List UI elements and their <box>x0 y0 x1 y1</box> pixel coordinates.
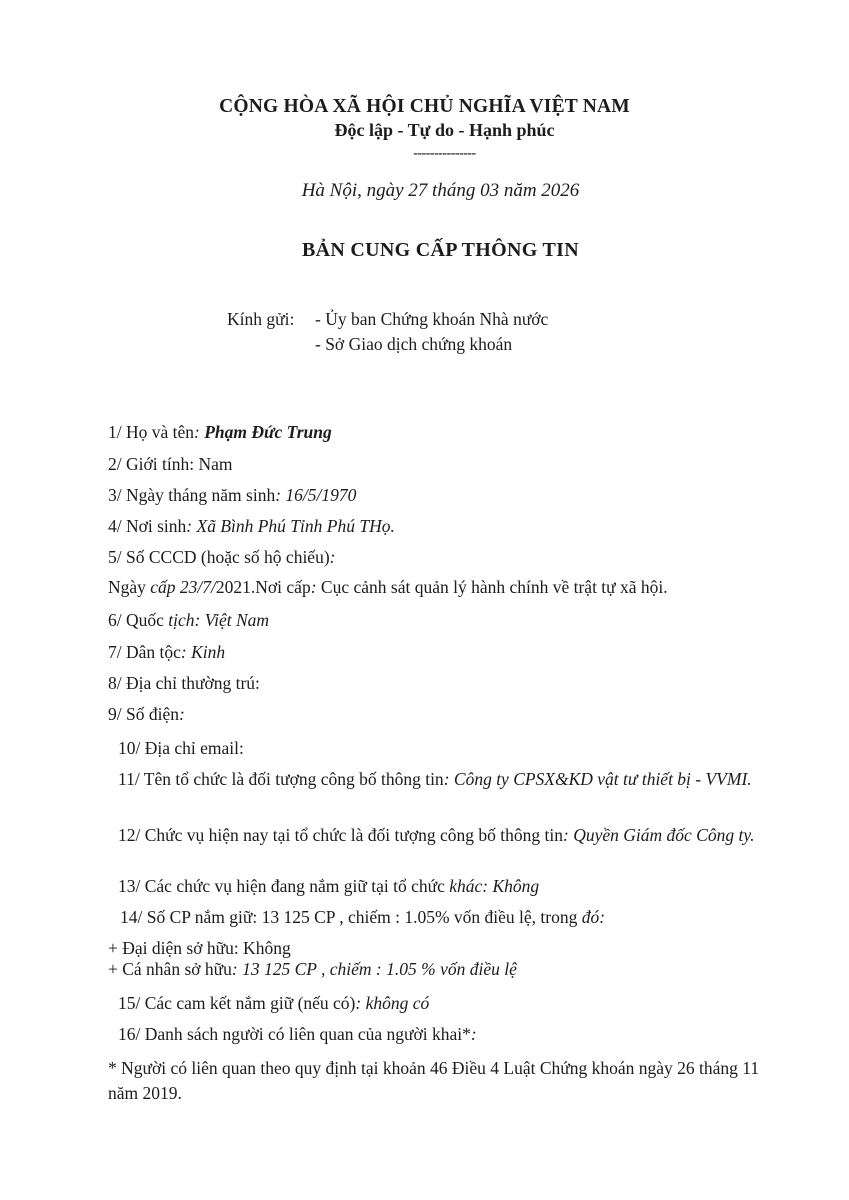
field-id-number: 5/ Số CCCD (hoặc số hộ chiếu): <box>108 547 336 567</box>
recipient-label: Kính gửi: <box>227 309 295 329</box>
field-other-positions: 13/ Các chức vụ hiện đang nắm giữ tại tổ chức khác: Không <box>118 876 540 896</box>
footnote: * Người có liên quan theo quy định tại khoản 46 Điều 4 Luật Chứng khoán ngày 26 tháng 11 năm 2019. <box>108 1058 760 1103</box>
national-title: CỘNG HÒA XÃ HỘI CHỦ NGHĨA VIỆT NAM <box>219 96 630 117</box>
field-id-issue: Ngày cấp 23/7/2021.Nơi cấp: Cục cảnh sát quản lý hành chính về trật tự xã hội. <box>108 577 668 597</box>
recipient-item: - Sở Giao dịch chứng khoán <box>315 334 513 354</box>
field-related-persons: 16/ Danh sách người có liên quan của người khai*: <box>118 1024 477 1044</box>
field-shares-representative: + Đại diện sở hữu: Không <box>108 938 291 958</box>
full-name-value: Phạm Đức Trung <box>204 422 332 442</box>
field-full-name: 1/ Họ và tên: Phạm Đức Trung <box>108 422 332 442</box>
field-position: 12/ Chức vụ hiện nay tại tổ chức là đối tượng công bố thông tin: Quyền Giám đốc Công ty. <box>118 825 755 845</box>
place-date: Hà Nội, ngày 27 tháng 03 năm 2026 <box>301 180 580 201</box>
field-shares-personal: + Cá nhân sở hữu: 13 125 CP , chiếm : 1.05 % vốn điều lệ <box>108 959 517 979</box>
field-ethnicity: 7/ Dân tộc: Kinh <box>108 642 226 662</box>
recipient-item: - Ủy ban Chứng khoán Nhà nước <box>315 309 549 329</box>
field-address: 8/ Địa chỉ thường trú: <box>108 673 260 693</box>
national-motto: Độc lập - Tự do - Hạnh phúc <box>334 120 555 140</box>
field-shares-held: 14/ Số CP nắm giữ: 13 125 CP , chiếm : 1.05% vốn điều lệ, trong đó: <box>120 907 606 927</box>
field-organization: 11/ Tên tổ chức là đối tượng công bố thông tin: Công ty CPSX&KD vật tư thiết bị - VVMI. <box>118 769 752 789</box>
recipient-block <box>227 307 548 357</box>
header-separator: --------------- <box>413 146 476 161</box>
field-birth-place: 4/ Nơi sinh: Xã Bình Phú Tỉnh Phú THọ. <box>108 516 395 536</box>
field-nationality: 6/ Quốc tịch: Việt Nam <box>108 610 270 630</box>
field-birth-date: 3/ Ngày tháng năm sinh: 16/5/1970 <box>108 485 357 505</box>
field-gender: 2/ Giới tính: Nam <box>108 454 233 474</box>
document-title: BẢN CUNG CẤP THÔNG TIN <box>301 239 579 261</box>
field-email: 10/ Địa chỉ email: <box>118 738 244 758</box>
field-phone: 9/ Số điện: <box>108 704 185 724</box>
field-holding-commitment: 15/ Các cam kết nắm giữ (nếu có): không có <box>118 993 430 1013</box>
